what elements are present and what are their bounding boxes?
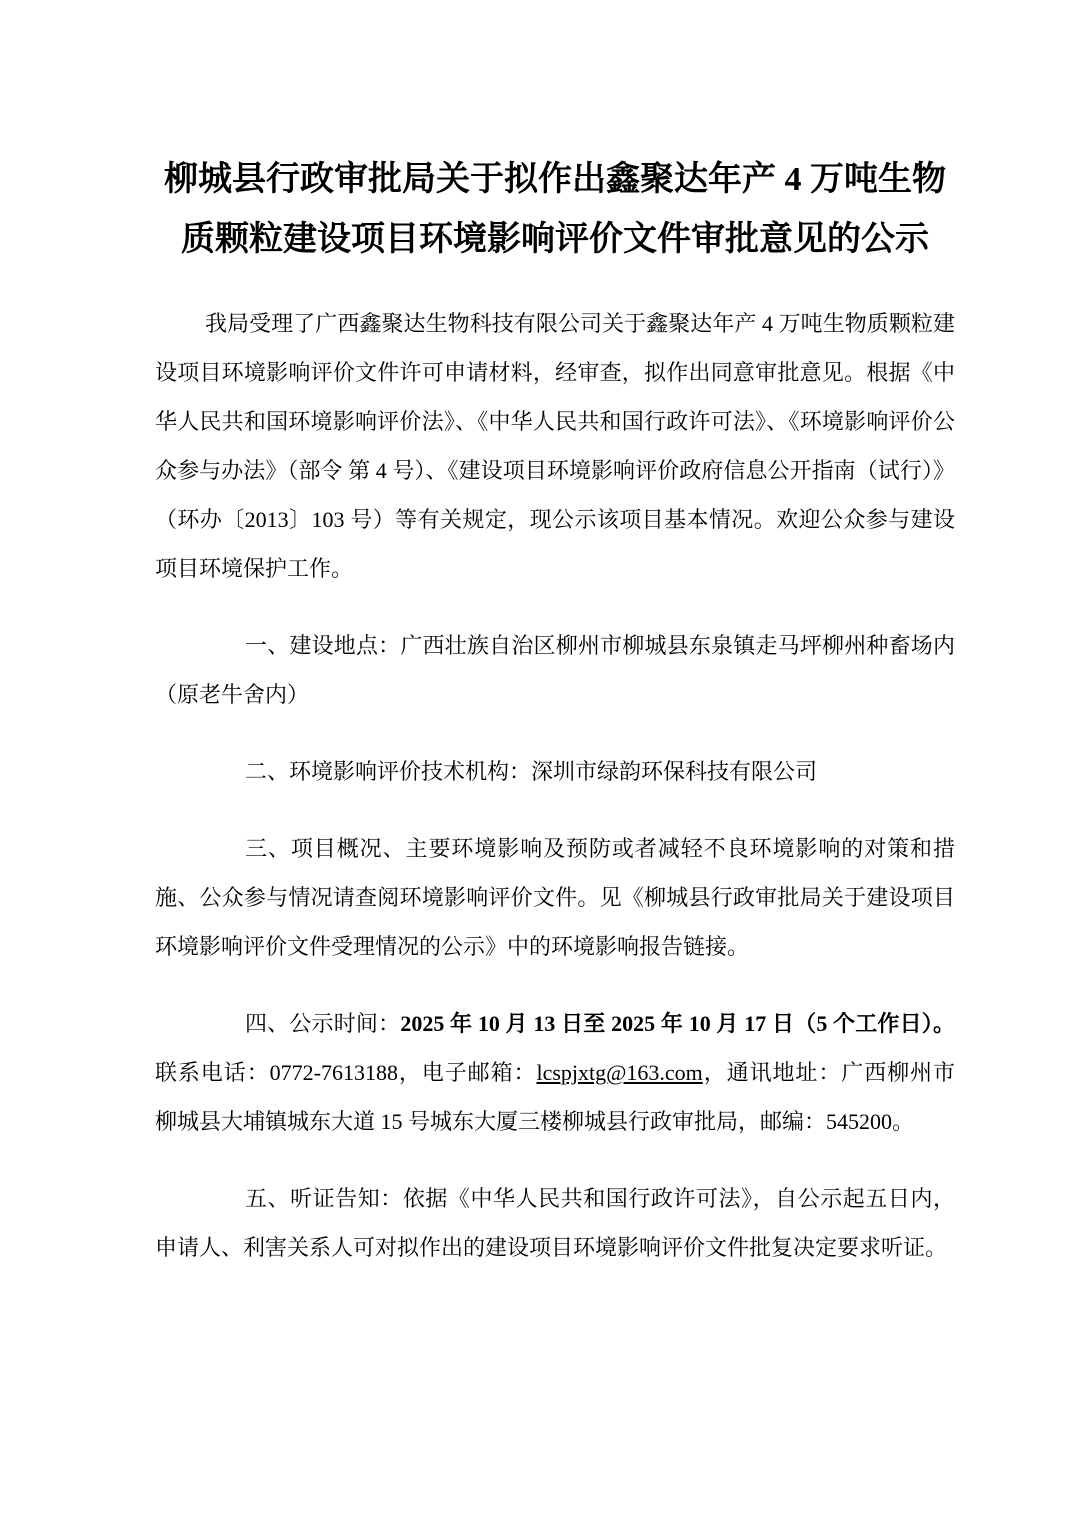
publicity-contact-info: 联系电话：0772-7613188，电子邮箱： [155,1060,537,1085]
item-construction-location: 一、建设地点：广西壮族自治区柳州市柳城县东泉镇走马坪柳州种畜场内（原老牛舍内） [155,633,955,707]
item-eia-agency: 二、环境影响评价技术机构：深圳市绿韵环保科技有限公司 [245,759,818,784]
item-project-overview: 三、项目概况、主要环境影响及预防或者减轻不良环境影响的对策和措施、公众参与情况请查阅环境影响评价文件。见《柳城县行政审批局关于建设项目环境影响评价文件受理情况的公示》中的环境影响报告链接。 [155,836,955,959]
notice-title: 柳城县行政审批局关于拟作出鑫聚达年产 4 万吨生物质颗粒建设项目环境影响评价文件审批意见的公示 [164,161,946,258]
publicity-period-label: 四、公示时间： [245,1011,401,1036]
intro-paragraph: 我局受理了广西鑫聚达生物科技有限公司关于鑫聚达年产 4 万吨生物质颗粒建设项目环境影响评价文件许可申请材料，经审查，拟作出同意审批意见。根据《中华人民共和国环境影响评价法》、《中华人民共和国行政许可法》、《环境影响评价公众参与办法》（部令 第 4 号）、《建设项目环境影响评价政府信息公开指南（试行）》（环办〔2013〕103 号）等有关规定，现公示该项目基本情况。欢迎公众参与建设项目环境保护工作。 [155,311,955,581]
contact-email-link[interactable]: lcspjxtg@163.com [536,1060,703,1085]
publicity-period-dates: 2025 年 10 月 13 日至 2025 年 10 月 17 日（5 个工作日）。 [400,1011,955,1036]
item-hearing-notification: 五、听证告知：依据《中华人民共和国行政许可法》，自公示起五日内，申请人、利害关系人可对拟作出的建设项目环境影响评价文件批复决定要求听证。 [155,1186,955,1260]
item-publicity-period [155,999,955,1146]
publicity-mailing-address: ，通讯地址：广西柳州市柳城县大埔镇城东大道 15 号城东大厦三楼柳城县行政审批局，邮编：545200。 [155,1060,955,1134]
